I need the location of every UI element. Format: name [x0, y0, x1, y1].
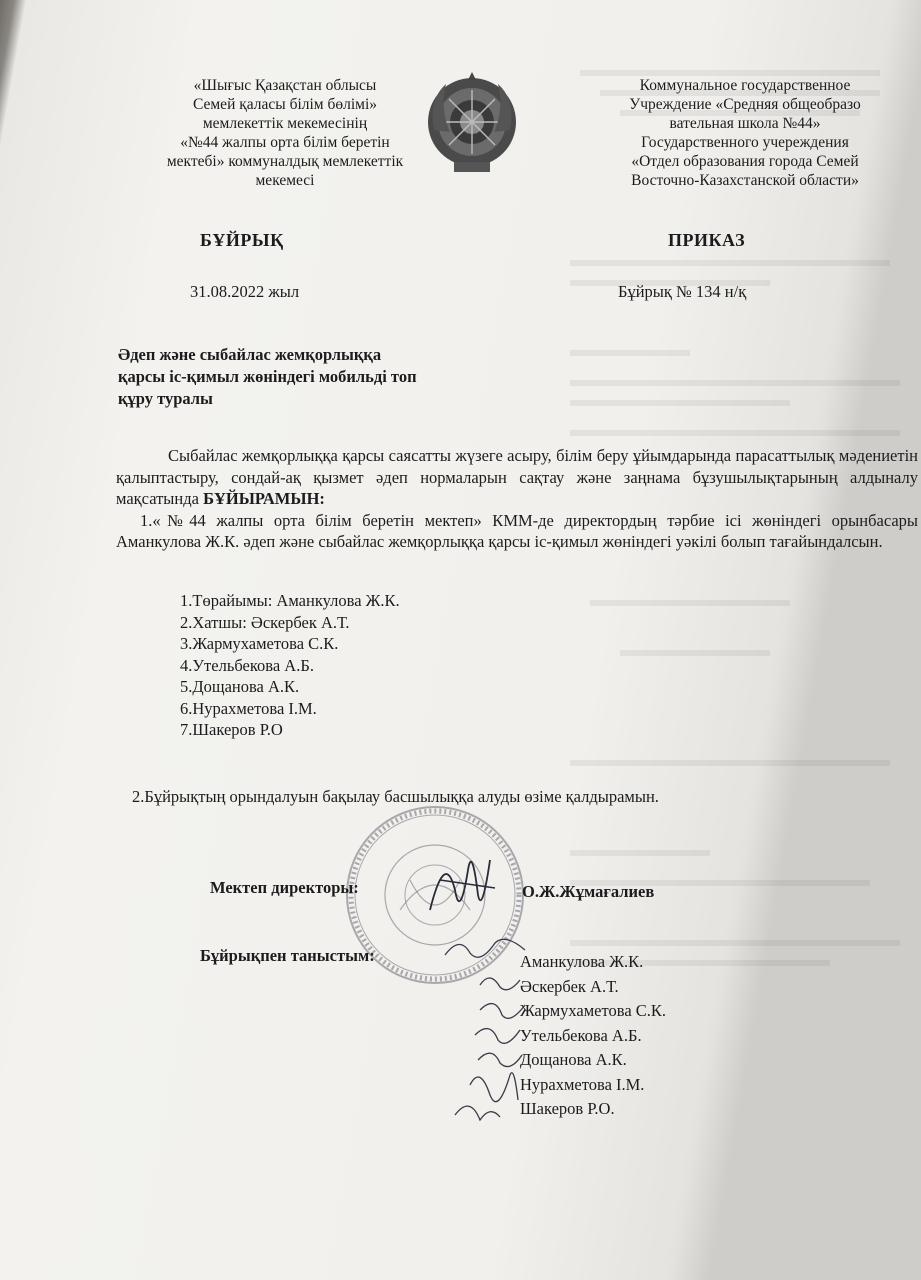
- director-label: Мектеп директоры:: [210, 878, 359, 897]
- list-item: Аманкулова Ж.К.: [520, 952, 644, 971]
- order-body: [116, 445, 918, 553]
- header-right-institution: Коммунальное государственное Учреждение «Средняя общеобразо вательная школа №44» Государственного учереждения «Отдел образования города Семей Восточно-Казахстанской области»: [629, 77, 861, 189]
- director-signature: [420, 840, 510, 930]
- acknowledgement-signatures: [440, 935, 530, 1125]
- list-item: 6.Нурахметова І.М.: [180, 698, 317, 718]
- item-1-paragraph: 1.«№44 жалпы орта білім беретін мектеп» КММ-де директордың тәрбие ісі жөніндегі орынбасары Аманкулова Ж.К. әдеп және сыбайлас жемқорлыққа қарсы іс-қимыл жөніндегі уәкілі болып тағайындалсын.: [116, 510, 918, 551]
- order-subject: Әдеп және сыбайлас жемқорлыққа қарсы іс-қимыл жөніндегі мобильді топ құру туралы: [118, 345, 417, 408]
- item-2-paragraph: 2.Бұйрықтың орындалуын бақылау басшылыққа алуды өзіме қалдырамын.: [132, 787, 659, 806]
- document-title-ru: ПРИКАЗ: [668, 230, 746, 250]
- list-item: 3.Жармухаметова С.К.: [180, 634, 339, 653]
- list-item: 4.Утельбекова А.Б.: [180, 655, 314, 675]
- list-item: 7.Шакеров Р.О: [180, 720, 283, 739]
- order-number: Бұйрық № 134 н/қ: [618, 282, 747, 301]
- list-item: 5.Дощанова А.К.: [180, 677, 300, 696]
- list-item: Шакеров Р.О.: [520, 1099, 615, 1118]
- list-item: Дощанова А.К.: [520, 1050, 627, 1069]
- document-page: [20, 0, 921, 1280]
- header-left-institution: «Шығыс Қазақстан облысы Семей қаласы білім бөлімі» мемлекеттік мекемесінің «№44 жалпы орта білім беретін мектебі» коммуналдық мемлекеттік мекемесі: [166, 77, 404, 189]
- list-item: 2.Хатшы: Әскербек А.Т.: [180, 612, 350, 632]
- director-name: О.Ж.Жұмағалиев: [522, 882, 655, 901]
- document-title-kz: БҰЙРЫҚ: [200, 230, 284, 250]
- list-item: Жармухаметова С.К.: [520, 1001, 667, 1020]
- order-date: 31.08.2022 жыл: [190, 282, 300, 301]
- list-item: Әскербек А.Т.: [520, 976, 619, 996]
- group-members-list: [180, 590, 400, 741]
- order-keyword: БҰЙЫРАМЫН:: [203, 489, 325, 508]
- list-item: Утельбекова А.Б.: [520, 1025, 642, 1045]
- list-item: Нурахметова І.М.: [520, 1074, 645, 1094]
- list-item: 1.Төрайымы: Аманкулова Ж.К.: [180, 591, 400, 610]
- kazakhstan-emblem-icon: [424, 70, 520, 178]
- acknowledgement-names-list: [520, 950, 666, 1122]
- acknowledgement-label: Бұйрықпен таныстым:: [200, 946, 375, 965]
- preamble-paragraph: Сыбайлас жемқорлыққа қарсы саясатты жүзеге асыру, білім беру ұйымдарында парасаттылық мәдениетін қалыптастыру, сондай-ақ қызмет әдеп нормаларын сақтау және заңнама бұзушылықтарының алдыналу мақсатында БҰЙЫРАМЫН:: [116, 446, 918, 508]
